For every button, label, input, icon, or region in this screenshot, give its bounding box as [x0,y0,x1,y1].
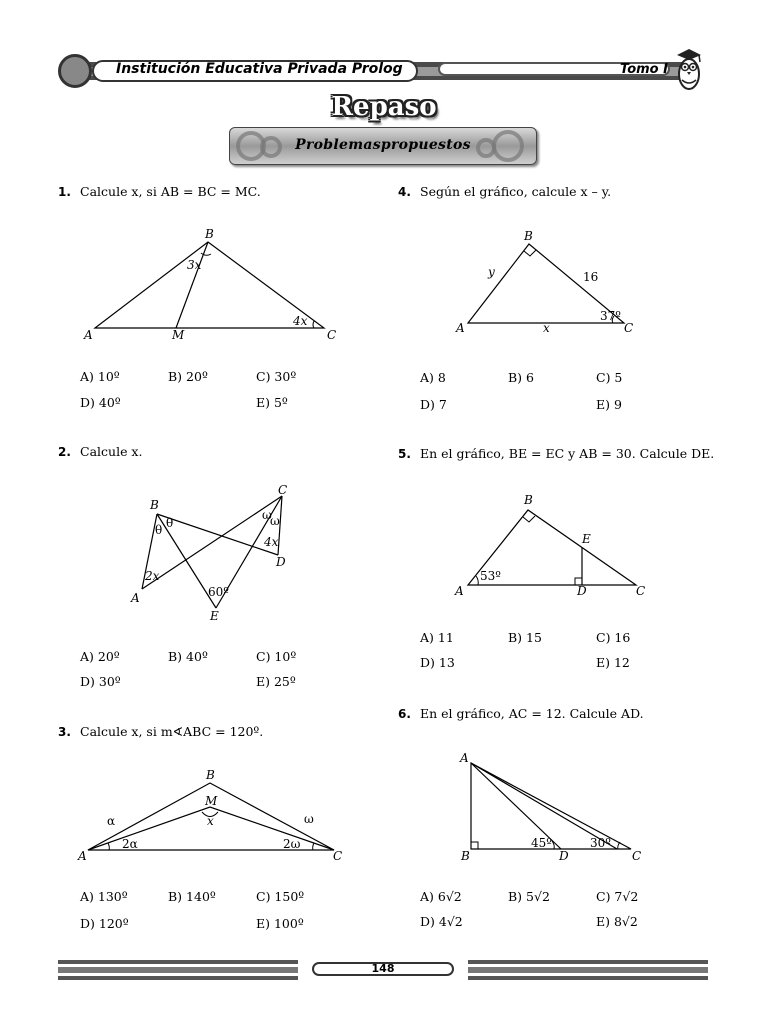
answer-option-a[interactable]: A) 10º [80,369,120,384]
answer-option-c[interactable]: C) 30º [256,369,297,384]
vertex-label: C [333,849,343,863]
angle-label: 30º [590,836,611,850]
problem-statement: Calcule x. [80,444,143,459]
page-number: 148 [371,962,395,975]
problem-statement: En el gráfico, AC = 12. Calcule AD. [420,706,644,721]
angle-label: ω [304,812,314,826]
answer-option-e[interactable]: E) 9 [596,397,622,412]
vertex-label: C [327,328,337,342]
answer-option-b[interactable]: B) 6 [508,370,534,385]
owl-graduate-mascot-icon [674,46,704,92]
vertex-label: M [205,794,218,808]
answer-option-c[interactable]: C) 16 [596,630,631,645]
answer-option-b[interactable]: B) 15 [508,630,542,645]
problem-statement: Calcule x, si AB = BC = MC. [80,184,261,199]
angle-label: 2x [145,569,160,583]
institution-name: Institución Educativa Privada Prolog [116,61,403,77]
problem-number: 5. [398,447,411,461]
problem-number: 2. [58,445,71,459]
answer-option-b[interactable]: B) 140º [168,889,216,904]
vertex-label: B [524,229,533,243]
side-label: 16 [583,270,599,284]
angle-label: ω [262,508,272,522]
side-label: x [543,321,550,335]
answer-option-b[interactable]: B) 40º [168,649,208,664]
angle-label: θ [166,516,174,530]
vertex-label: A [84,328,93,342]
volume-label: Tomo I [620,62,668,77]
figure-3-triangle [76,765,351,865]
answer-option-a[interactable]: A) 6√2 [420,889,462,904]
answer-option-a[interactable]: A) 11 [420,630,454,645]
vertex-label: C [278,483,288,497]
angle-label: 60º [208,585,229,599]
angle-label: 45º [531,836,552,850]
vertex-label: A [456,321,465,335]
vertex-label: E [582,532,591,546]
problem-statement: En el gráfico, BE = EC y AB = 30. Calcule DE. [420,446,715,461]
vertex-label: A [455,584,464,598]
problem-statement: Calcule x, si m∢ABC = 120º. [80,724,264,739]
angle-label: 4x [264,535,279,549]
school-logo-icon [58,54,92,88]
answer-option-b[interactable]: B) 20º [168,369,208,384]
answer-option-c[interactable]: C) 5 [596,370,623,385]
vertex-label: B [150,498,159,512]
angle-label: x [207,814,214,828]
vertex-label: C [636,584,646,598]
figure-4-right-triangle [450,226,650,338]
answer-option-e[interactable]: E) 12 [596,655,630,670]
problem-statement: Según el gráfico, calcule x – y. [420,184,612,199]
figure-5-right-triangle [450,490,650,600]
vertex-label: B [461,849,470,863]
answer-option-b[interactable]: B) 5√2 [508,889,550,904]
side-label: y [488,265,495,279]
vertex-label: C [624,321,634,335]
vertex-label: B [206,768,215,782]
answer-option-c[interactable]: C) 150º [256,889,305,904]
problem-number: 4. [398,185,411,199]
vertex-label: A [460,751,469,765]
angle-label: ω [270,514,280,528]
answer-option-e[interactable]: E) 8√2 [596,914,638,929]
page-footer [58,958,708,980]
problem-number: 6. [398,707,411,721]
vertex-label: C [632,849,642,863]
angle-label: 2ω [283,837,301,851]
section-banner [229,127,537,165]
answer-option-e[interactable]: E) 5º [256,395,288,410]
problem-number: 1. [58,185,71,199]
answer-option-e[interactable]: E) 100º [256,916,304,931]
answer-option-a[interactable]: A) 20º [80,649,120,664]
answer-option-e[interactable]: E) 25º [256,674,296,689]
answer-option-d[interactable]: D) 120º [80,916,129,931]
vertex-label: M [172,328,185,342]
figure-2-crossed-triangles [128,482,303,624]
page-header [58,56,708,86]
angle-label: 2α [122,837,138,851]
figure-1-triangle [80,225,350,350]
answer-option-a[interactable]: A) 8 [420,370,446,385]
answer-option-c[interactable]: C) 7√2 [596,889,639,904]
answer-option-d[interactable]: D) 30º [80,674,121,689]
angle-label: 37º [600,309,621,323]
answer-option-d[interactable]: D) 13 [420,655,455,670]
angle-label: 53º [480,569,501,583]
angle-label: 4x [293,314,308,328]
vertex-label: B [205,227,214,241]
problem-number: 3. [58,725,71,739]
answer-option-c[interactable]: C) 10º [256,649,297,664]
vertex-label: D [577,584,587,598]
angle-label: α [107,814,116,828]
vertex-label: A [78,849,87,863]
angle-label: 3x [187,258,202,272]
vertex-label: B [524,493,533,507]
section-banner-label: Problemaspropuestos [295,137,471,153]
vertex-label: E [210,609,219,623]
answer-option-d[interactable]: D) 7 [420,397,447,412]
answer-option-d[interactable]: D) 40º [80,395,121,410]
answer-option-a[interactable]: A) 130º [80,889,128,904]
vertex-label: D [559,849,569,863]
angle-label: θ [155,523,163,537]
vertex-label: D [276,555,286,569]
answer-option-d[interactable]: D) 4√2 [420,914,463,929]
vertex-label: A [131,591,140,605]
figure-6-right-triangle [455,748,655,866]
page-title: Repaso [331,92,437,122]
